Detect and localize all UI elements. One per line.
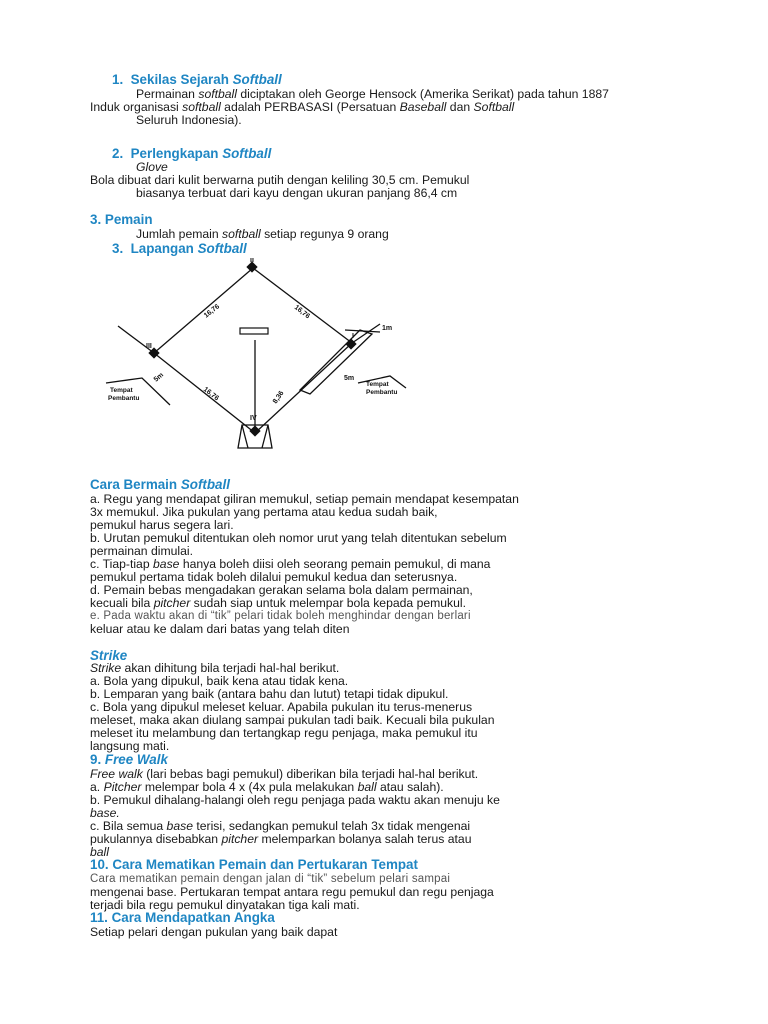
- para-line: c. Tiap-tiap base hanya boleh diisi oleh seorang pemain pemukul, di mana: [90, 557, 491, 571]
- para-line: pukulannya disebabkan pitcher melemparkan bolanya salah terus atau: [90, 832, 472, 846]
- para-line: terjadi bila regu pemukul dinyatakan tiga kali mati.: [90, 898, 360, 912]
- home-base: [249, 425, 260, 436]
- one-m-label: 1m: [382, 325, 393, 332]
- coach-label: Tempat: [110, 387, 133, 394]
- para-line: a. Regu yang mendapat giliran memukul, setiap pemain mendapat kesempatan: [90, 492, 519, 506]
- dist-label: 8,36: [271, 389, 286, 406]
- para-line: meleset, maka akan diulang sampai pukulan tadi baik. Kecuali bila pukulan: [90, 713, 495, 727]
- dist-label: 5m: [152, 371, 166, 384]
- para-line: mengenai base. Pertukaran tempat antara regu pemukul dan regu penjaga: [90, 885, 494, 899]
- para-line: permainan dimulai.: [90, 544, 193, 558]
- pitchers-plate: [240, 328, 268, 334]
- para-line: pemukul harus segera lari.: [90, 518, 234, 532]
- para-line: 3x memukul. Jika pukulan yang pertama atau kedua sudah baik,: [90, 505, 438, 519]
- para-line: ball: [90, 845, 109, 859]
- base1-label: I: [352, 333, 354, 340]
- para-line: base.: [90, 806, 120, 820]
- para-line: biasanya terbuat dari kayu dengan ukuran panjang 86,4 cm: [136, 186, 458, 200]
- runner-lane: [300, 330, 372, 394]
- para-line: Bola dibuat dari kulit berwarna putih dengan keliling 30,5 cm. Pemukul: [90, 173, 470, 187]
- heading-cara-bermain: Cara Bermain Softball: [90, 477, 230, 492]
- heading-number: 1.: [112, 72, 124, 87]
- heading-lapangan: 3. Lapangan Softball: [112, 241, 247, 256]
- para-line: pemukul pertama tidak boleh dilalui pemukul kedua dan seterusnya.: [90, 570, 458, 584]
- coach-label: Pembantu: [366, 389, 398, 396]
- para-line: meleset itu melambung dan tertangkap regu penjaga, maka pemukul itu: [90, 726, 478, 740]
- dist-label: 16,76: [202, 303, 222, 320]
- para-line: a. Pitcher melempar bola 4 x (4x pula melakukan ball atau salah).: [90, 780, 444, 794]
- para-line: a. Bola yang dipukul, baik kena atau tidak kena.: [90, 674, 349, 688]
- heading-sekilas-sejarah: [112, 72, 282, 87]
- para-line: Cara mematikan pemain dengan jalan di “tik” sebelum pelari sampai: [90, 873, 451, 885]
- home-label: IV: [250, 415, 257, 422]
- para-line: langsung mati.: [90, 739, 170, 753]
- heading-perlengkapan: 2. Perlengkapan Softball: [112, 146, 272, 161]
- para-line: Induk organisasi softball adalah PERBASASI (Persatuan Baseball dan Softball: [90, 100, 515, 114]
- heading-cara-mematikan: 10. Cara Mematikan Pemain dan Pertukaran Tempat: [90, 857, 418, 872]
- para-line: e. Pada waktu akan di “tik” pelari tidak boleh menghindar dengan berlari: [90, 610, 471, 622]
- para-line: c. Bola yang dipukul meleset keluar. Apabila pukulan itu terus-menerus: [90, 700, 473, 714]
- para-line: b. Urutan pemukul ditentukan oleh nomor urut yang telah ditentukan sebelum: [90, 531, 507, 545]
- heading-strike: Strike: [90, 648, 128, 663]
- para-line: Free walk (lari bebas bagi pemukul) diberikan bila terjadi hal-hal berikut.: [90, 767, 479, 781]
- para-line: Permainan softball diciptakan oleh George Hensock (Amerika Serikat) pada tahun 1887: [136, 87, 609, 101]
- baseline-1-home: [255, 343, 355, 433]
- coach-label: Pembantu: [108, 395, 140, 402]
- base3-label: III: [146, 343, 152, 350]
- softball-field-diagram: [90, 258, 410, 458]
- heading-italic: Softball: [232, 72, 282, 87]
- heading-cara-mendapatkan-angka: 11. Cara Mendapatkan Angka: [90, 910, 275, 925]
- para-line: Jumlah pemain softball setiap regunya 9 orang: [136, 227, 389, 241]
- para-line: keluar atau ke dalam dari batas yang telah diten: [90, 622, 350, 636]
- glove-label: Glove: [136, 160, 168, 174]
- para-line: b. Lemparan yang baik (antara bahu dan lutut) tetapi tidak dipukul.: [90, 687, 449, 701]
- para-line: b. Pemukul dihalang-halangi oleh regu penjaga pada waktu akan menuju ke: [90, 793, 500, 807]
- dist-label: 16,76: [292, 304, 311, 321]
- dist-label: 16,76: [201, 386, 220, 403]
- heading-pemain: 3. Pemain: [90, 212, 153, 227]
- para-line: Setiap pelari dengan pukulan yang baik dapat: [90, 925, 338, 939]
- base2-label: II: [250, 258, 254, 264]
- coach-label: Tempat: [366, 381, 389, 388]
- heading-free-walk: 9. Free Walk: [90, 752, 168, 767]
- dist-label: 5m: [344, 375, 355, 382]
- heading-text: Sekilas Sejarah: [130, 72, 229, 87]
- para-line: kecuali bila pitcher sudah siap untuk melempar bola kepada pemukul.: [90, 596, 467, 610]
- para-line: c. Bila semua base terisi, sedangkan pemukul telah 3x tidak mengenai: [90, 819, 471, 833]
- para-line: d. Pemain bebas mengadakan gerakan selama bola dalam permainan,: [90, 583, 473, 597]
- para-line: Seluruh Indonesia).: [136, 113, 242, 127]
- para-line: Strike akan dihitung bila terjadi hal-hal berikut.: [90, 661, 340, 675]
- baseline-3-2: [154, 268, 253, 353]
